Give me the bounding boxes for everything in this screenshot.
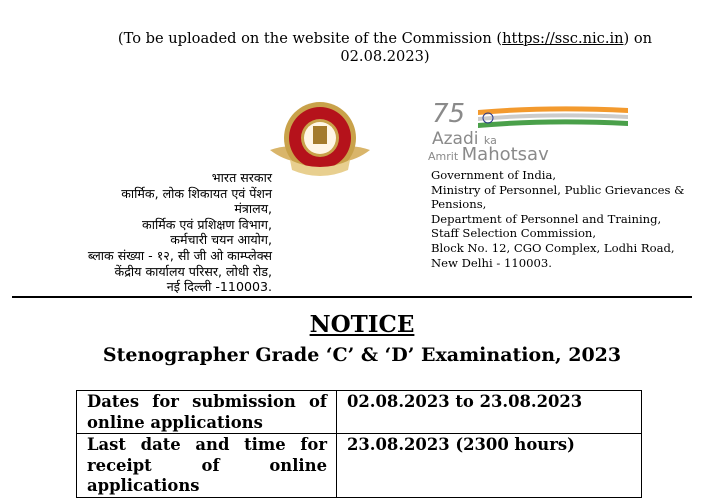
ssc-website-link[interactable]: https://ssc.nic.in (502, 30, 624, 47)
schedule-table (76, 390, 642, 498)
azadi-ka-amrit-mahotsav-logo (428, 100, 664, 166)
note-text: (To be uploaded on the website of the Commission ( (117, 30, 503, 47)
ssc-seal-logo (268, 100, 372, 178)
hindi-address-line: कार्मिक, लोक शिकायत एवं पेंशन (121, 185, 272, 201)
schedule-label: Last date and time for receipt of online applications (77, 434, 337, 498)
english-address-line: New Delhi - 110003. (431, 255, 552, 270)
hindi-address-line: भारत सरकार (211, 170, 272, 185)
english-address-line: Pensions, (431, 197, 487, 212)
logo-75: 75 (432, 100, 466, 129)
note-text-suffix: ) on (623, 30, 653, 47)
hindi-address-line: कर्मचारी चयन आयोग, (170, 232, 272, 248)
header-divider (12, 296, 692, 298)
note-date: 02.08.2023) (340, 48, 430, 65)
hindi-address-line: मंत्रालय, (234, 201, 272, 217)
table-row (77, 434, 642, 498)
english-address-line: Department of Personnel and Training, (431, 211, 662, 226)
english-address-line: Staff Selection Commission, (431, 226, 597, 241)
hindi-address-line: नई दिल्ली -110003. (166, 279, 272, 295)
svg-text:Azadi ka: Azadi ka (432, 129, 497, 149)
hindi-address-line: केंद्रीय कार्यालय परिसर, लोधी रोड, (114, 263, 272, 279)
upload-note (60, 30, 710, 66)
hindi-address-line: ब्लाक संख्या - १२, सी जी ओ काम्प्लेक्स (87, 247, 272, 263)
exam-title: Stenographer Grade ‘C’ & ‘D’ Examination, 2023 (102, 344, 622, 366)
schedule-label: Dates for submission of online applications (77, 391, 337, 434)
english-address-line: Government of India, (431, 168, 557, 182)
schedule-value: 02.08.2023 to 23.08.2023 (337, 391, 642, 434)
table-row (77, 391, 642, 434)
english-address (431, 168, 684, 270)
english-address-line: Block No. 12, CGO Complex, Lodhi Road, (431, 240, 675, 255)
english-address-line: Ministry of Personnel, Public Grievances & (431, 182, 685, 197)
hindi-address (20, 170, 272, 295)
svg-text:Amrit Mahotsav: Amrit Mahotsav (428, 144, 549, 165)
schedule-value: 23.08.2023 (2300 hours) (337, 434, 642, 498)
hindi-address-line: कार्मिक एवं प्रशिक्षण विभाग, (142, 216, 272, 232)
notice-heading: NOTICE (309, 311, 415, 338)
